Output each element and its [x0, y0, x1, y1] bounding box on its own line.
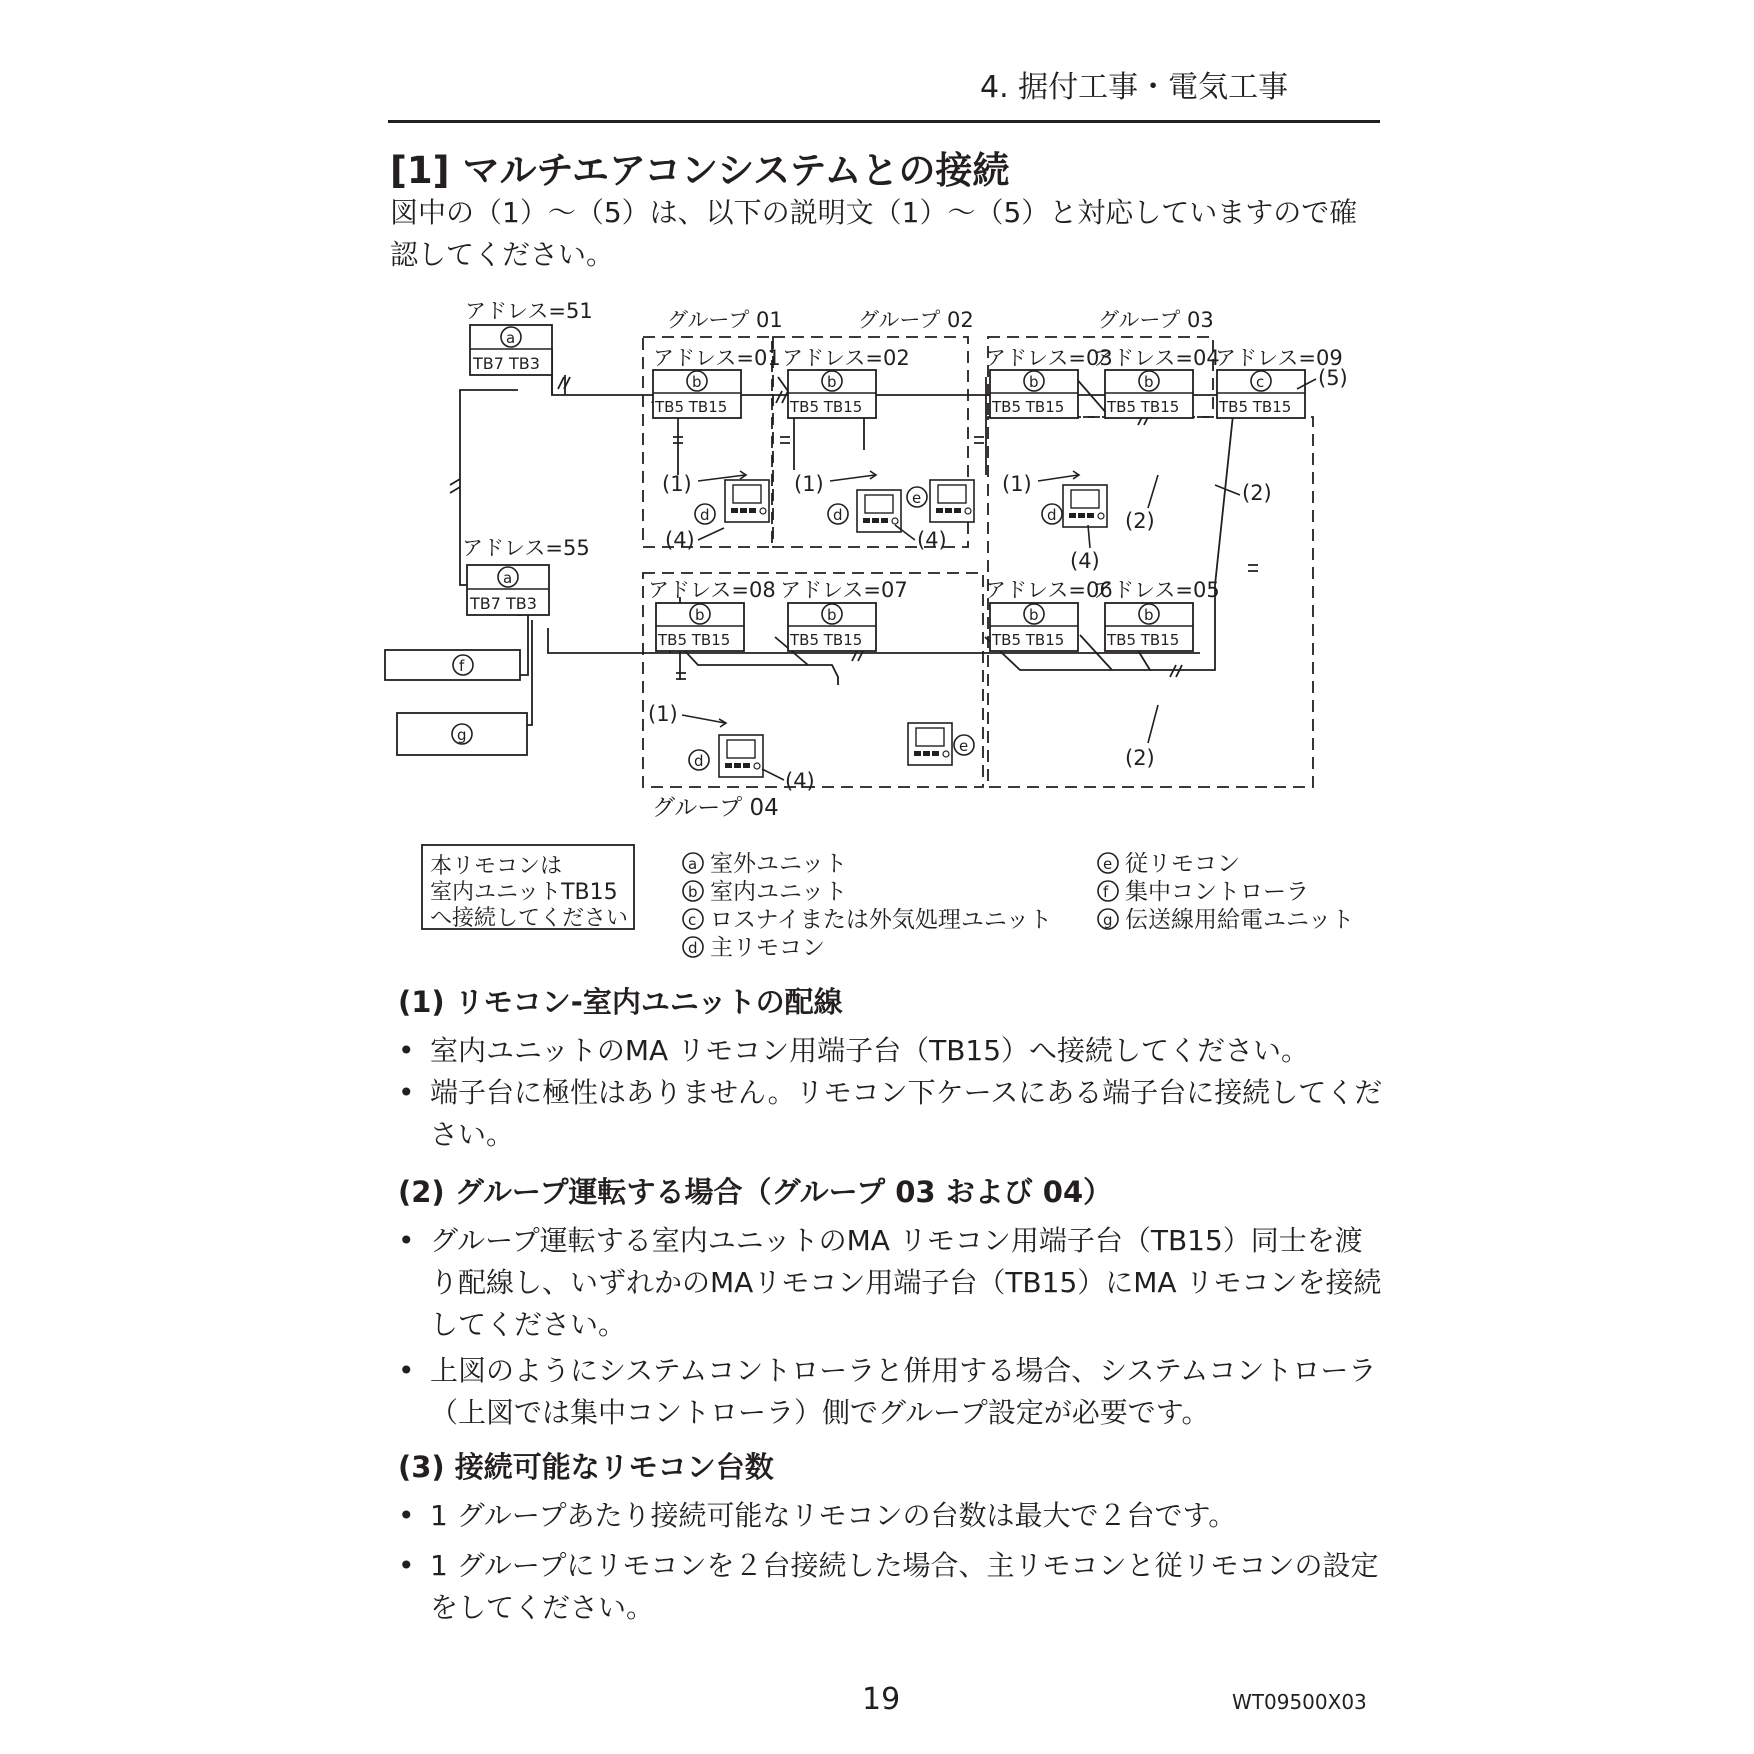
indoor-unit-05-marker: b — [1144, 606, 1154, 624]
main-remote-g01-icon — [725, 480, 769, 522]
indoor-unit-08-address: アドレス=08 — [648, 578, 776, 602]
item-2-heading: (2) グループ運転する場合（グループ 03 および 04） — [398, 1175, 1113, 1209]
group-boundaries — [643, 337, 1313, 787]
indoor-unit-03-marker: b — [1029, 373, 1039, 391]
legend-marker-c: c — [688, 911, 697, 929]
bullet-mark: • — [398, 1224, 415, 1257]
indoor-unit-01-address: アドレス=01 — [653, 346, 781, 370]
marker-d-g04: d — [694, 752, 704, 770]
outdoor-unit-55-marker: a — [503, 569, 513, 587]
indoor-unit-06-marker: b — [1029, 606, 1039, 624]
legend-marker-a: a — [688, 855, 698, 873]
callout-5: (5) — [1318, 366, 1348, 390]
note-line-3: へ接続してください — [430, 906, 629, 931]
callout-2-right: (2) — [1242, 481, 1272, 505]
indoor-unit-01-terminals: TB5 TB15 — [655, 398, 728, 416]
indoor-unit-04-marker: b — [1144, 373, 1154, 391]
section-title: [1] マルチエアコンシステムとの接続 — [390, 149, 1010, 192]
marker-e-g02: e — [912, 489, 922, 507]
item-3-heading: (3) 接続可能なリモコン台数 — [398, 1450, 774, 1484]
indoor-unit-06-terminals: TB5 TB15 — [992, 631, 1065, 649]
outdoor-unit-55-address: アドレス=55 — [462, 536, 590, 560]
outdoor-unit-51-address: アドレス=51 — [465, 299, 593, 323]
legend-e-label: 従リモコン — [1125, 851, 1240, 877]
note-line-2: 室内ユニットTB15 — [430, 880, 618, 905]
item-1-bullet-1 — [398, 1030, 1388, 1072]
callout-1-g02: (1) — [794, 472, 824, 496]
callout-4-g03: (4) — [1070, 549, 1100, 573]
callout-1-g01: (1) — [662, 472, 692, 496]
item-3-bullet-1 — [398, 1495, 1388, 1537]
legend-f-label: 集中コントローラ — [1125, 879, 1309, 905]
legend-marker-d: d — [688, 939, 698, 957]
indoor-unit-05-terminals: TB5 TB15 — [1107, 631, 1180, 649]
group-04-label: グループ 04 — [652, 795, 779, 821]
indoor-unit-07-terminals: TB5 TB15 — [790, 631, 863, 649]
marker-d-g02: d — [833, 506, 843, 524]
wiring-diagram — [380, 285, 1380, 975]
outdoor-unit-51-terminals: TB7 TB3 — [473, 354, 540, 373]
item-1-heading: (1) リモコン-室内ユニットの配線 — [398, 985, 843, 1019]
bullet-mark: • — [398, 1034, 415, 1067]
item-3-bullet-2-text: 1 グループにリモコンを２台接続した場合、主リモコンと従リモコンの設定をしてください。 — [430, 1549, 1379, 1624]
group-01-label: グループ 01 — [667, 308, 783, 332]
legend-marker-f: f — [1103, 883, 1109, 901]
callout-4-g02: (4) — [917, 528, 947, 552]
header-rule — [388, 120, 1380, 123]
indoor-unit-08-marker: b — [695, 606, 705, 624]
marker-d-g03: d — [1047, 506, 1057, 524]
indoor-unit-02-terminals: TB5 TB15 — [790, 398, 863, 416]
legend-a-label: 室外ユニット — [710, 851, 848, 877]
legend-b-label: 室内ユニット — [710, 879, 848, 905]
bullet-mark: • — [398, 1076, 415, 1109]
lossnay-unit-address: アドレス=09 — [1215, 346, 1343, 370]
item-1-bullet-1-text: 室内ユニットのMA リモコン用端子台（TB15）へ接続してください。 — [430, 1034, 1310, 1067]
indoor-unit-02-address: アドレス=02 — [782, 346, 910, 370]
item-3-bullet-2 — [398, 1545, 1388, 1629]
bullet-mark: • — [398, 1499, 415, 1532]
callout-1-g04: (1) — [648, 702, 678, 726]
legend-marker-e: e — [1103, 855, 1113, 873]
legend-g-label: 伝送線用給電ユニット — [1125, 907, 1355, 933]
callout-2-g03-lower: (2) — [1125, 746, 1155, 770]
document-code: WT09500X03 — [1232, 1690, 1367, 1714]
legend-d-label: 主リモコン — [710, 935, 825, 961]
main-remote-g03-icon — [1063, 485, 1107, 527]
legend-marker-b: b — [688, 883, 698, 901]
indoor-unit-04-address: アドレス=04 — [1092, 346, 1220, 370]
callout-4-g04: (4) — [785, 769, 815, 793]
main-remote-g02-icon — [857, 490, 901, 532]
indoor-unit-03-address: アドレス=03 — [985, 346, 1113, 370]
group-03-label: グループ 03 — [1098, 308, 1214, 332]
item-2-bullet-1-text: グループ運転する室内ユニットのMA リモコン用端子台（TB15）同士を渡り配線し、いずれかのMAリモコン用端子台（TB15）にMA リモコンを接続してください。 — [430, 1224, 1382, 1341]
indoor-unit-02-marker: b — [827, 373, 837, 391]
group-02-label: グループ 02 — [858, 308, 974, 332]
chapter-header: 4. 据付工事・電気工事 — [980, 70, 1289, 105]
indoor-unit-04-terminals: TB5 TB15 — [1107, 398, 1180, 416]
legend-marker-g: g — [1103, 911, 1113, 929]
main-remote-g04-icon — [719, 735, 763, 777]
item-2-bullet-2 — [398, 1350, 1388, 1434]
transmission-power-unit-marker: g — [457, 726, 467, 744]
bullet-mark: • — [398, 1354, 415, 1387]
indoor-unit-01-marker: b — [692, 373, 702, 391]
item-2-bullet-2-text: 上図のようにシステムコントローラと併用する場合、システムコントローラ（上図では集中コントローラ）側でグループ設定が必要です。 — [430, 1354, 1377, 1429]
callout-4-g01: (4) — [665, 528, 695, 552]
central-controller-marker: f — [459, 657, 465, 675]
indoor-unit-08-terminals: TB5 TB15 — [658, 631, 731, 649]
item-2-bullet-1 — [398, 1220, 1388, 1346]
callout-2-g03-upper: (2) — [1125, 509, 1155, 533]
page-number: 19 — [862, 1682, 901, 1717]
item-1-bullet-2-text: 端子台に極性はありません。リモコン下ケースにある端子台に接続してください。 — [430, 1076, 1383, 1151]
lossnay-unit-marker: c — [1256, 373, 1265, 391]
marker-e-g04: e — [959, 737, 969, 755]
item-1-bullet-2 — [398, 1072, 1388, 1156]
indoor-unit-07-marker: b — [827, 606, 837, 624]
lossnay-unit-terminals: TB5 TB15 — [1219, 398, 1292, 416]
outdoor-unit-55-terminals: TB7 TB3 — [470, 594, 537, 613]
indoor-unit-06-address: アドレス=06 — [985, 578, 1113, 602]
legend-c-label: ロスナイまたは外気処理ユニット — [710, 907, 1053, 933]
note-line-1: 本リモコンは — [430, 854, 563, 879]
indoor-unit-05-address: アドレス=05 — [1092, 578, 1220, 602]
section-intro: 図中の（1）～（5）は、以下の説明文（1）～（5）と対応していますので確認してください。 — [390, 196, 1358, 271]
bullet-mark: • — [398, 1549, 415, 1582]
item-3-bullet-1-text: 1 グループあたり接続可能なリモコンの台数は最大で２台です。 — [430, 1499, 1237, 1532]
marker-d-g01: d — [700, 506, 710, 524]
indoor-unit-07-address: アドレス=07 — [780, 578, 908, 602]
sub-remote-g02-icon — [930, 480, 974, 522]
sub-remote-g04-icon — [908, 723, 952, 765]
indoor-unit-03-terminals: TB5 TB15 — [992, 398, 1065, 416]
outdoor-unit-51-marker: a — [506, 329, 516, 347]
callout-1-g03: (1) — [1002, 472, 1032, 496]
